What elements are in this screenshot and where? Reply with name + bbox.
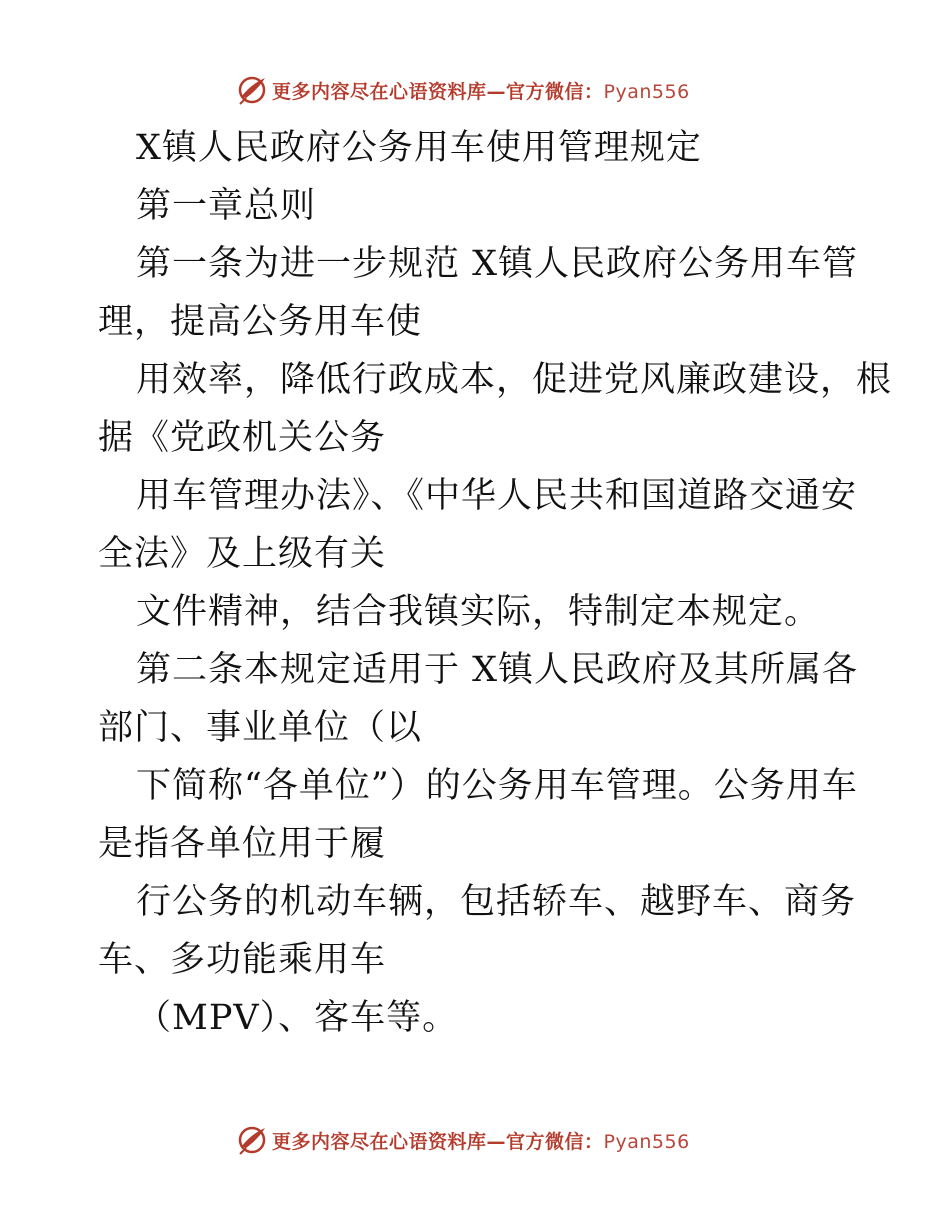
quill-logo-icon — [236, 74, 268, 106]
banner-text: 更多内容尽在心语资料库—官方微信：Pyan556 — [272, 80, 690, 103]
paragraph-line: 用效率，降低行政成本，促进党风廉政建设，根 — [136, 360, 893, 400]
banner-text: 更多内容尽在心语资料库—官方微信：Pyan556 — [272, 1130, 690, 1153]
paragraph-line: 用车管理办法》、《中华人民共和国道路交通安 — [136, 476, 858, 516]
wechat-id: Pyan556 — [603, 1130, 690, 1153]
paragraph-line: 据《党政机关公务 — [98, 418, 387, 458]
document-title: X镇人民政府公务用车使用管理规定 — [136, 128, 702, 168]
chapter-heading: 第一章总则 — [136, 186, 317, 226]
paragraph-line: 第二条本规定适用于 X镇人民政府及其所属各 — [136, 650, 859, 690]
footer-banner — [236, 1123, 690, 1157]
paragraph-line: 理，提高公务用车使 — [98, 302, 423, 342]
paragraph-line: 部门、事业单位（以 — [98, 708, 423, 748]
paragraph-line: 下简称“各单位”）的公务用车管理。公务用车 — [136, 766, 858, 806]
wechat-id: Pyan556 — [603, 80, 690, 103]
header-banner — [236, 73, 690, 107]
quill-logo-icon — [236, 1124, 268, 1156]
paragraph-line: 全法》及上级有关 — [98, 534, 387, 574]
paragraph-line: 第一条为进一步规范 X镇人民政府公务用车管 — [136, 244, 859, 284]
paragraph-line: 行公务的机动车辆，包括轿车、越野车、商务 — [136, 882, 857, 922]
paragraph-line: 是指各单位用于履 — [98, 824, 387, 864]
paragraph-line: （MPV）、客车等。 — [136, 998, 459, 1038]
paragraph-line: 车、多功能乘用车 — [98, 940, 387, 980]
paragraph-line: 文件精神，结合我镇实际，特制定本规定。 — [136, 592, 821, 632]
